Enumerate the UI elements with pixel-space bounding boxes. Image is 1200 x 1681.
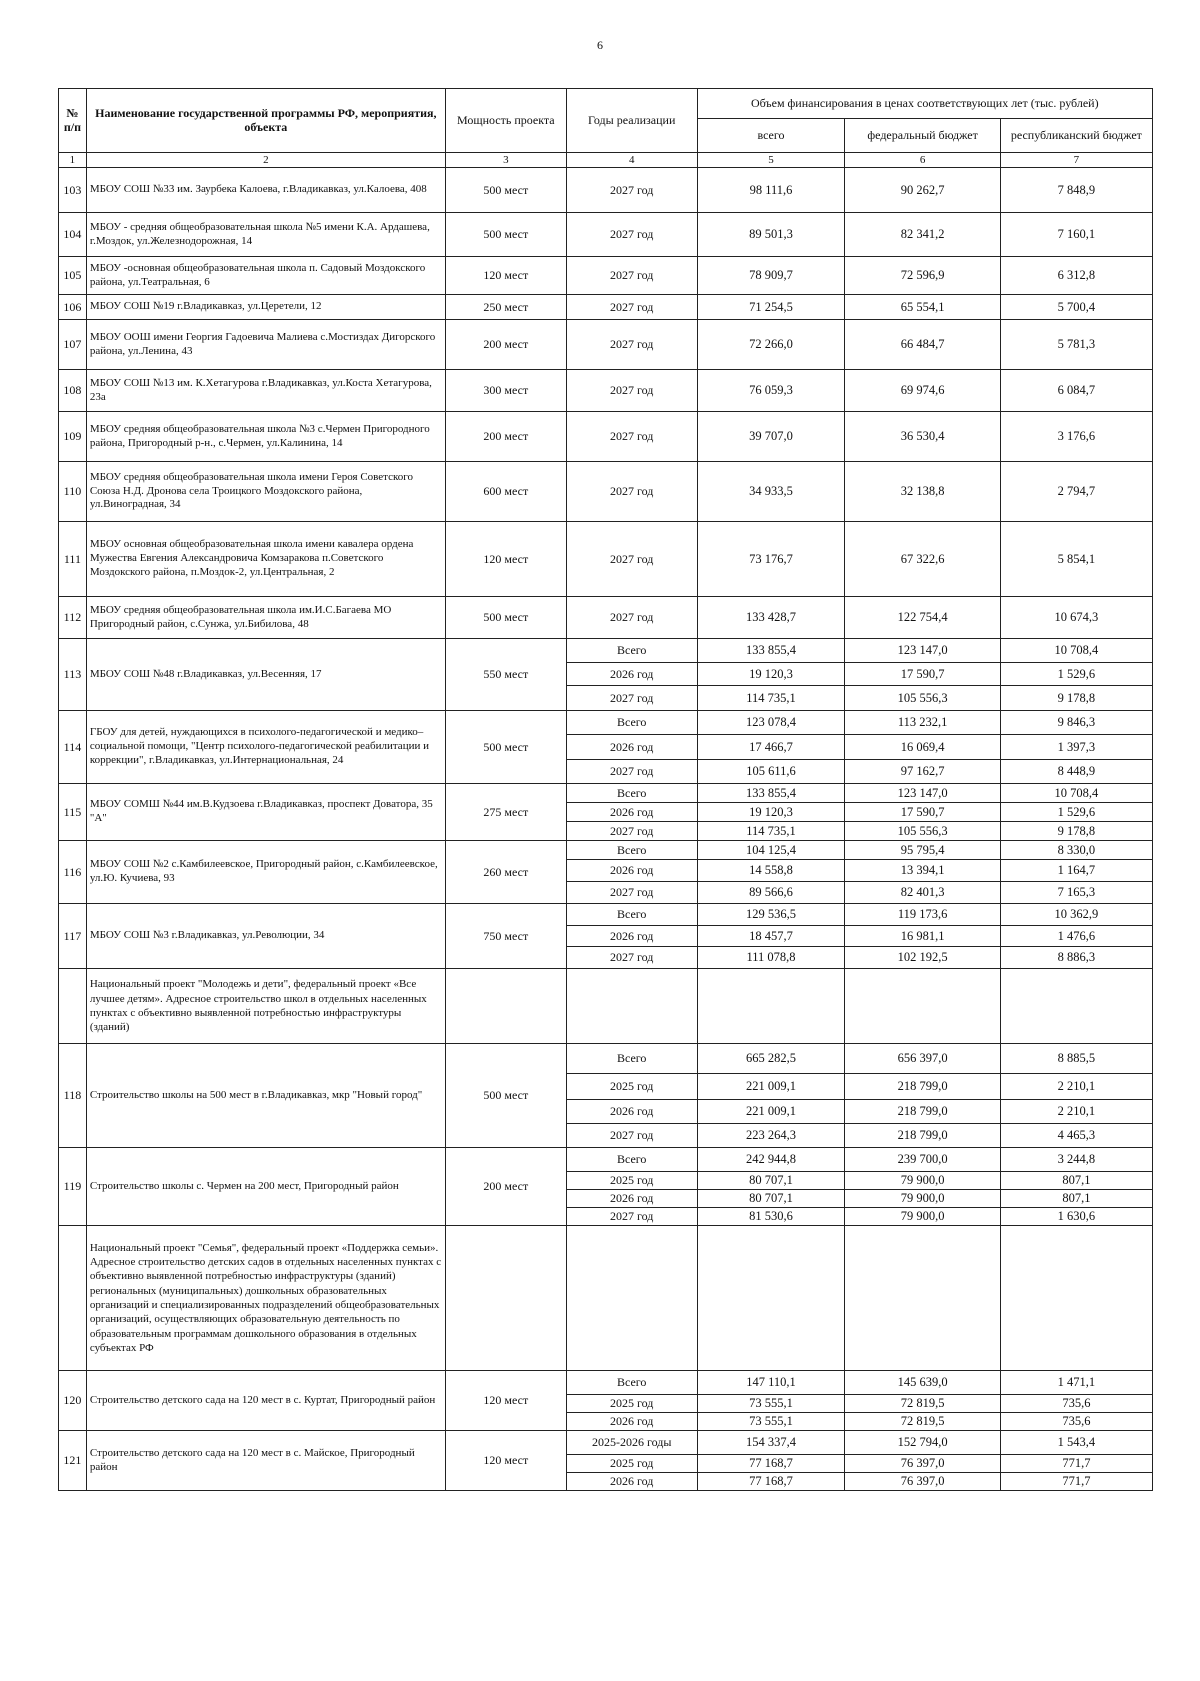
col-header-federal: федеральный бюджет: [845, 119, 1000, 153]
row-number: 106: [59, 295, 87, 320]
funding-total: 111 078,8: [697, 947, 845, 969]
table-row: [59, 168, 1153, 213]
funding-total: 89 501,3: [697, 213, 845, 257]
funding-total: 18 457,7: [697, 926, 845, 947]
implementation-years: 2026 год: [566, 735, 697, 760]
project-capacity: 750 мест: [445, 904, 566, 969]
implementation-years: 2027 год: [566, 597, 697, 639]
funding-federal: 32 138,8: [845, 462, 1000, 522]
row-number: 117: [59, 904, 87, 969]
funding-federal: 82 401,3: [845, 882, 1000, 904]
funding-federal: 65 554,1: [845, 295, 1000, 320]
funding-federal: 218 799,0: [845, 1074, 1000, 1100]
section-title: Национальный проект "Молодежь и дети", федеральный проект «Все лучшее детям». Адресное строительство школ в отдельных населенных пунктах с объективно выявленной потребностью инфраструктуры (зданий): [86, 969, 445, 1044]
implementation-years: 2026 год: [566, 1100, 697, 1124]
table-row: [59, 320, 1153, 370]
table-row: [59, 295, 1153, 320]
funding-federal: 145 639,0: [845, 1371, 1000, 1395]
project-capacity: 120 мест: [445, 1431, 566, 1491]
row-number: 109: [59, 412, 87, 462]
implementation-years: 2026 год: [566, 860, 697, 882]
col-number: 5: [697, 153, 845, 168]
object-name: МБОУ - средняя общеобразовательная школа №5 имени К.А. Ардашева, г.Моздок, ул.Железнодорожная, 14: [86, 213, 445, 257]
section-empty-cell: [445, 1226, 566, 1371]
object-name: МБОУ средняя общеобразовательная школа им.И.С.Багаева МО Пригородный район, с.Сунжа, ул.Бибилова, 48: [86, 597, 445, 639]
funding-total: 114 735,1: [697, 822, 845, 841]
funding-republic: 10 708,4: [1000, 639, 1152, 663]
table-row: [59, 597, 1153, 639]
row-number: 105: [59, 257, 87, 295]
funding-republic: 10 362,9: [1000, 904, 1152, 926]
funding-republic: 7 160,1: [1000, 213, 1152, 257]
section-empty-cell: [566, 969, 697, 1044]
implementation-years: 2027 год: [566, 257, 697, 295]
col-number: 3: [445, 153, 566, 168]
col-header-total: всего: [697, 119, 845, 153]
funding-total: 76 059,3: [697, 370, 845, 412]
funding-republic: 8 885,5: [1000, 1044, 1152, 1074]
section-number-cell: [59, 1226, 87, 1371]
funding-federal: 17 590,7: [845, 803, 1000, 822]
funding-table: [58, 88, 1153, 1491]
funding-federal: 16 069,4: [845, 735, 1000, 760]
funding-total: 81 530,6: [697, 1208, 845, 1226]
project-capacity: 200 мест: [445, 412, 566, 462]
funding-federal: 67 322,6: [845, 522, 1000, 597]
funding-republic: 3 244,8: [1000, 1148, 1152, 1172]
funding-total: 34 933,5: [697, 462, 845, 522]
funding-republic: 1 164,7: [1000, 860, 1152, 882]
table-row: [59, 1431, 1153, 1455]
row-number: 119: [59, 1148, 87, 1226]
implementation-years: 2027 год: [566, 522, 697, 597]
funding-republic: 3 176,6: [1000, 412, 1152, 462]
project-capacity: 275 мест: [445, 784, 566, 841]
funding-republic: 1 630,6: [1000, 1208, 1152, 1226]
object-name: МБОУ СОШ №33 им. Заурбека Калоева, г.Владикавказ, ул.Калоева, 408: [86, 168, 445, 213]
funding-total: 39 707,0: [697, 412, 845, 462]
implementation-years: 2027 год: [566, 320, 697, 370]
funding-republic: 8 448,9: [1000, 760, 1152, 784]
project-capacity: 300 мест: [445, 370, 566, 412]
funding-total: 104 125,4: [697, 841, 845, 860]
funding-total: 78 909,7: [697, 257, 845, 295]
object-name: МБОУ СОШ №48 г.Владикавказ, ул.Весенняя, 17: [86, 639, 445, 711]
funding-federal: 79 900,0: [845, 1172, 1000, 1190]
funding-total: 133 855,4: [697, 784, 845, 803]
funding-total: 665 282,5: [697, 1044, 845, 1074]
row-number: 103: [59, 168, 87, 213]
funding-federal: 72 596,9: [845, 257, 1000, 295]
funding-total: 221 009,1: [697, 1074, 845, 1100]
funding-total: 73 176,7: [697, 522, 845, 597]
funding-federal: 69 974,6: [845, 370, 1000, 412]
col-header-republic: республиканский бюджет: [1000, 119, 1152, 153]
funding-federal: 16 981,1: [845, 926, 1000, 947]
funding-total: 114 735,1: [697, 686, 845, 711]
column-number-row: [59, 153, 1153, 168]
implementation-years: 2025 год: [566, 1395, 697, 1413]
funding-federal: 122 754,4: [845, 597, 1000, 639]
row-number: 120: [59, 1371, 87, 1431]
col-number: 4: [566, 153, 697, 168]
funding-federal: 113 232,1: [845, 711, 1000, 735]
object-name: МБОУ ООШ имени Георгия Гадоевича Малиева с.Мостиздах Дигорского района, ул.Ленина, 43: [86, 320, 445, 370]
funding-republic: 735,6: [1000, 1395, 1152, 1413]
project-capacity: 500 мест: [445, 711, 566, 784]
section-row: [59, 969, 1153, 1044]
funding-republic: 5 700,4: [1000, 295, 1152, 320]
col-header-no: № п/п: [59, 89, 87, 153]
table-row: [59, 841, 1153, 860]
object-name: МБОУ СОШ №2 с.Камбилеевское, Пригородный район, с.Камбилеевское, ул.Ю. Кучиева, 93: [86, 841, 445, 904]
implementation-years: 2025-2026 годы: [566, 1431, 697, 1455]
funding-federal: 656 397,0: [845, 1044, 1000, 1074]
funding-republic: 6 084,7: [1000, 370, 1152, 412]
funding-republic: 9 178,8: [1000, 822, 1152, 841]
implementation-years: Всего: [566, 784, 697, 803]
project-capacity: 120 мест: [445, 257, 566, 295]
section-empty-cell: [1000, 969, 1152, 1044]
funding-federal: 102 192,5: [845, 947, 1000, 969]
funding-federal: 76 397,0: [845, 1473, 1000, 1491]
project-capacity: 200 мест: [445, 320, 566, 370]
table-row: [59, 522, 1153, 597]
funding-total: 129 536,5: [697, 904, 845, 926]
funding-federal: 72 819,5: [845, 1395, 1000, 1413]
funding-republic: 807,1: [1000, 1172, 1152, 1190]
project-capacity: 500 мест: [445, 213, 566, 257]
implementation-years: 2027 год: [566, 822, 697, 841]
object-name: МБОУ СОШ №3 г.Владикавказ, ул.Революции, 34: [86, 904, 445, 969]
col-header-funding-group: Объем финансирования в ценах соответствующих лет (тыс. рублей): [697, 89, 1152, 119]
funding-federal: 36 530,4: [845, 412, 1000, 462]
object-name: Строительство детского сада на 120 мест в с. Майское, Пригородный район: [86, 1431, 445, 1491]
row-number: 121: [59, 1431, 87, 1491]
project-capacity: 600 мест: [445, 462, 566, 522]
section-empty-cell: [697, 1226, 845, 1371]
implementation-years: 2025 год: [566, 1074, 697, 1100]
project-capacity: 120 мест: [445, 522, 566, 597]
col-number: 1: [59, 153, 87, 168]
row-number: 118: [59, 1044, 87, 1148]
funding-total: 154 337,4: [697, 1431, 845, 1455]
funding-republic: 1 471,1: [1000, 1371, 1152, 1395]
section-empty-cell: [845, 1226, 1000, 1371]
funding-total: 89 566,6: [697, 882, 845, 904]
funding-total: 105 611,6: [697, 760, 845, 784]
funding-federal: 76 397,0: [845, 1455, 1000, 1473]
funding-federal: 218 799,0: [845, 1100, 1000, 1124]
implementation-years: Всего: [566, 1371, 697, 1395]
row-number: 114: [59, 711, 87, 784]
funding-federal: 152 794,0: [845, 1431, 1000, 1455]
funding-total: 80 707,1: [697, 1172, 845, 1190]
section-empty-cell: [445, 969, 566, 1044]
project-capacity: 500 мест: [445, 1044, 566, 1148]
implementation-years: Всего: [566, 904, 697, 926]
funding-republic: 10 674,3: [1000, 597, 1152, 639]
table-row: [59, 1371, 1153, 1395]
funding-republic: 5 854,1: [1000, 522, 1152, 597]
implementation-years: 2026 год: [566, 803, 697, 822]
object-name: МБОУ СОШ №13 им. К.Хетагурова г.Владикавказ, ул.Коста Хетагурова, 23а: [86, 370, 445, 412]
implementation-years: 2027 год: [566, 412, 697, 462]
funding-republic: 807,1: [1000, 1190, 1152, 1208]
implementation-years: 2027 год: [566, 686, 697, 711]
funding-total: 19 120,3: [697, 663, 845, 686]
project-capacity: 120 мест: [445, 1371, 566, 1431]
funding-total: 221 009,1: [697, 1100, 845, 1124]
funding-federal: 72 819,5: [845, 1413, 1000, 1431]
funding-republic: 1 476,6: [1000, 926, 1152, 947]
funding-total: 223 264,3: [697, 1124, 845, 1148]
funding-republic: 1 543,4: [1000, 1431, 1152, 1455]
object-name: Строительство детского сада на 120 мест в с. Куртат, Пригородный район: [86, 1371, 445, 1431]
implementation-years: 2027 год: [566, 370, 697, 412]
section-empty-cell: [1000, 1226, 1152, 1371]
row-number: 111: [59, 522, 87, 597]
object-name: МБОУ средняя общеобразовательная школа №3 с.Чермен Пригородного района, Пригородный р-н., с.Чермен, ул.Калинина, 14: [86, 412, 445, 462]
implementation-years: 2027 год: [566, 760, 697, 784]
section-row: [59, 1226, 1153, 1371]
section-empty-cell: [566, 1226, 697, 1371]
funding-total: 72 266,0: [697, 320, 845, 370]
object-name: МБОУ средняя общеобразовательная школа имени Героя Советского Союза Н.Д. Дронова села Троицкого Моздокского района, ул.Виноградная, 34: [86, 462, 445, 522]
row-number: 112: [59, 597, 87, 639]
funding-federal: 13 394,1: [845, 860, 1000, 882]
project-capacity: 200 мест: [445, 1148, 566, 1226]
funding-republic: 9 846,3: [1000, 711, 1152, 735]
funding-total: 17 466,7: [697, 735, 845, 760]
implementation-years: 2027 год: [566, 947, 697, 969]
funding-total: 73 555,1: [697, 1395, 845, 1413]
funding-republic: 2 210,1: [1000, 1074, 1152, 1100]
funding-total: 71 254,5: [697, 295, 845, 320]
section-number-cell: [59, 969, 87, 1044]
row-number: 104: [59, 213, 87, 257]
funding-republic: 735,6: [1000, 1413, 1152, 1431]
table-row: [59, 412, 1153, 462]
funding-federal: 79 900,0: [845, 1208, 1000, 1226]
funding-federal: 17 590,7: [845, 663, 1000, 686]
funding-total: 98 111,6: [697, 168, 845, 213]
implementation-years: 2025 год: [566, 1172, 697, 1190]
table-row: [59, 639, 1153, 663]
project-capacity: 250 мест: [445, 295, 566, 320]
funding-federal: 105 556,3: [845, 686, 1000, 711]
row-number: 110: [59, 462, 87, 522]
funding-total: 147 110,1: [697, 1371, 845, 1395]
implementation-years: 2027 год: [566, 295, 697, 320]
funding-republic: 771,7: [1000, 1455, 1152, 1473]
object-name: МБОУ основная общеобразовательная школа имени кавалера ордена Мужества Евгения Александровича Комзаракова п.Советского Моздокского района, п.Моздок-2, ул.Центральная, 2: [86, 522, 445, 597]
table-row: [59, 370, 1153, 412]
funding-republic: 7 848,9: [1000, 168, 1152, 213]
funding-republic: 10 708,4: [1000, 784, 1152, 803]
implementation-years: 2026 год: [566, 1413, 697, 1431]
implementation-years: 2026 год: [566, 926, 697, 947]
page-number: 6: [597, 38, 603, 52]
funding-federal: 119 173,6: [845, 904, 1000, 926]
funding-republic: 2 210,1: [1000, 1100, 1152, 1124]
funding-federal: 66 484,7: [845, 320, 1000, 370]
row-number: 115: [59, 784, 87, 841]
funding-federal: 90 262,7: [845, 168, 1000, 213]
funding-total: 123 078,4: [697, 711, 845, 735]
implementation-years: 2026 год: [566, 1190, 697, 1208]
funding-total: 14 558,8: [697, 860, 845, 882]
section-title: Национальный проект "Семья", федеральный проект «Поддержка семьи». Адресное строительство детских садов в отдельных населенных пунктах с объективно выявленной потребностью инфраструктуры (зданий) региональных (муниципальных) дошкольных образовательных организаций и специализированных подразделений общеобразовательных организаций, осуществляющих образовательную деятельность по образовательным программам дошкольного образования в отдельных субъектах РФ: [86, 1226, 445, 1371]
funding-republic: 2 794,7: [1000, 462, 1152, 522]
table-row: [59, 1148, 1153, 1172]
project-capacity: 260 мест: [445, 841, 566, 904]
table-row: [59, 1044, 1153, 1074]
funding-federal: 105 556,3: [845, 822, 1000, 841]
implementation-years: Всего: [566, 639, 697, 663]
table-row: [59, 904, 1153, 926]
funding-total: 73 555,1: [697, 1413, 845, 1431]
col-header-years: Годы реализации: [566, 89, 697, 153]
funding-total: 133 855,4: [697, 639, 845, 663]
project-capacity: 500 мест: [445, 597, 566, 639]
table-row: [59, 213, 1153, 257]
row-number: 116: [59, 841, 87, 904]
table-row: [59, 462, 1153, 522]
funding-republic: 4 465,3: [1000, 1124, 1152, 1148]
funding-republic: 1 529,6: [1000, 803, 1152, 822]
table-row: [59, 257, 1153, 295]
implementation-years: 2027 год: [566, 462, 697, 522]
object-name: МБОУ -основная общеобразовательная школа п. Садовый Моздокского района, ул.Театральная, 6: [86, 257, 445, 295]
funding-federal: 79 900,0: [845, 1190, 1000, 1208]
section-empty-cell: [845, 969, 1000, 1044]
funding-total: 77 168,7: [697, 1473, 845, 1491]
funding-total: 77 168,7: [697, 1455, 845, 1473]
funding-federal: 239 700,0: [845, 1148, 1000, 1172]
implementation-years: Всего: [566, 1044, 697, 1074]
implementation-years: 2027 год: [566, 168, 697, 213]
implementation-years: 2027 год: [566, 213, 697, 257]
funding-republic: 8 330,0: [1000, 841, 1152, 860]
object-name: МБОУ СОШ №19 г.Владикавказ, ул.Церетели, 12: [86, 295, 445, 320]
col-number: 2: [86, 153, 445, 168]
table-row: [59, 711, 1153, 735]
funding-total: 80 707,1: [697, 1190, 845, 1208]
funding-federal: 218 799,0: [845, 1124, 1000, 1148]
col-number: 6: [845, 153, 1000, 168]
implementation-years: 2027 год: [566, 1124, 697, 1148]
funding-federal: 82 341,2: [845, 213, 1000, 257]
section-empty-cell: [697, 969, 845, 1044]
implementation-years: Всего: [566, 1148, 697, 1172]
col-header-name: Наименование государственной программы РФ, мероприятия, объекта: [86, 89, 445, 153]
funding-federal: 123 147,0: [845, 784, 1000, 803]
funding-republic: 6 312,8: [1000, 257, 1152, 295]
table-row: [59, 784, 1153, 803]
object-name: ГБОУ для детей, нуждающихся в психолого-педагогической и медико–социальной помощи, "Центр психолого-педагогической реабилитации и коррекции", г.Владикавказ, ул.Интернациональная, 24: [86, 711, 445, 784]
row-number: 107: [59, 320, 87, 370]
implementation-years: 2027 год: [566, 1208, 697, 1226]
implementation-years: 2026 год: [566, 1473, 697, 1491]
project-capacity: 500 мест: [445, 168, 566, 213]
row-number: 108: [59, 370, 87, 412]
funding-federal: 95 795,4: [845, 841, 1000, 860]
object-name: Строительство школы на 500 мест в г.Владикавказ, мкр "Новый город": [86, 1044, 445, 1148]
implementation-years: 2027 год: [566, 882, 697, 904]
col-header-capacity: Мощность проекта: [445, 89, 566, 153]
table-body: [59, 168, 1153, 1491]
funding-republic: 1 397,3: [1000, 735, 1152, 760]
funding-republic: 7 165,3: [1000, 882, 1152, 904]
implementation-years: 2026 год: [566, 663, 697, 686]
row-number: 113: [59, 639, 87, 711]
project-capacity: 550 мест: [445, 639, 566, 711]
object-name: Строительство школы с. Чермен на 200 мест, Пригородный район: [86, 1148, 445, 1226]
funding-federal: 123 147,0: [845, 639, 1000, 663]
funding-total: 19 120,3: [697, 803, 845, 822]
funding-republic: 5 781,3: [1000, 320, 1152, 370]
object-name: МБОУ СОМШ №44 им.В.Кудзоева г.Владикавказ, проспект Доватора, 35 "А": [86, 784, 445, 841]
funding-federal: 97 162,7: [845, 760, 1000, 784]
funding-total: 133 428,7: [697, 597, 845, 639]
funding-republic: 8 886,3: [1000, 947, 1152, 969]
funding-republic: 1 529,6: [1000, 663, 1152, 686]
col-number: 7: [1000, 153, 1152, 168]
funding-republic: 9 178,8: [1000, 686, 1152, 711]
funding-republic: 771,7: [1000, 1473, 1152, 1491]
implementation-years: Всего: [566, 711, 697, 735]
implementation-years: 2025 год: [566, 1455, 697, 1473]
funding-total: 242 944,8: [697, 1148, 845, 1172]
implementation-years: Всего: [566, 841, 697, 860]
